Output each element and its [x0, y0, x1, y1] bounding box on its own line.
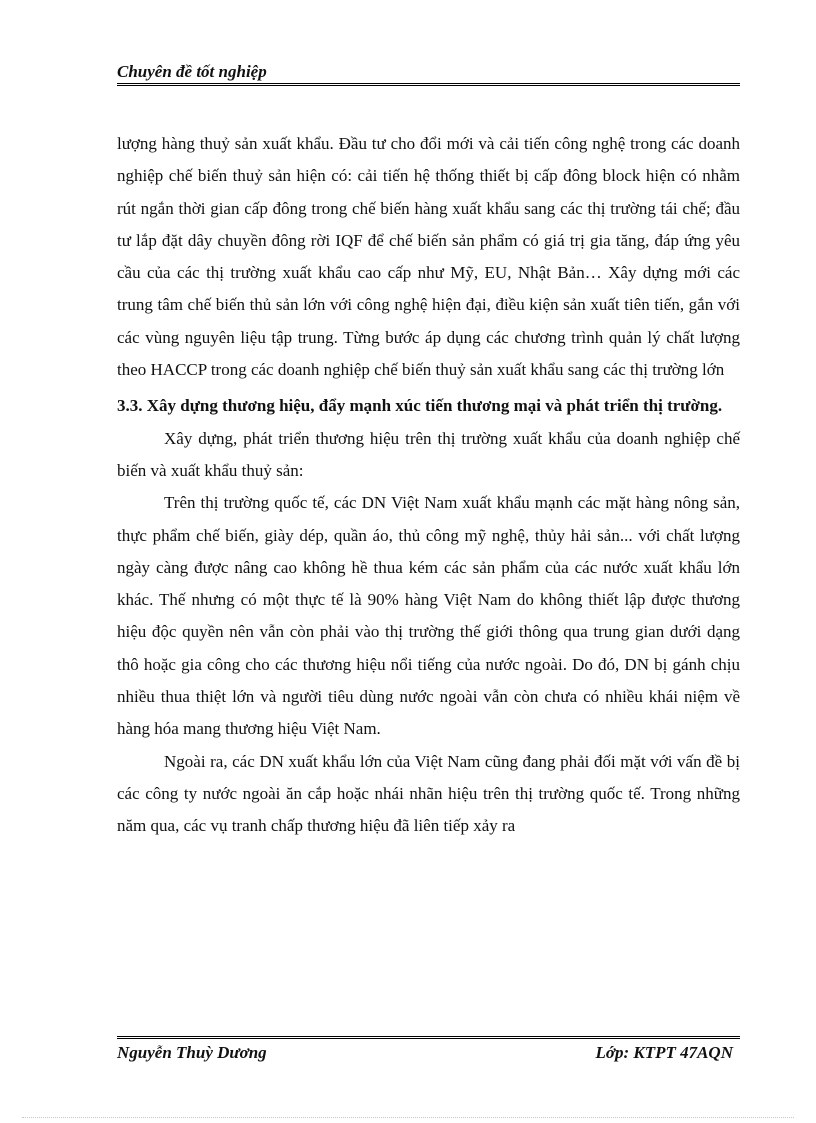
- section-heading: 3.3. Xây dựng thương hiệu, đẩy mạnh xúc tiến thương mại và phát triển thị trường.: [117, 396, 723, 416]
- header-rule: [117, 83, 740, 86]
- paragraph-3: Trên thị trường quốc tế, các DN Việt Nam xuất khẩu mạnh các mặt hàng nông sản, thực phẩm chế biến, giày dép, quần áo, thủ công mỹ nghệ, thủy hải sản... với chất lượng ngày càng được nâng cao không hề thua kém các sản phẩm của các nước xuất khẩu lớn khác. Thế nhưng có một thực tế là 90% hàng Việt Nam do không thiết lập được thương hiệu độc quyền nên vẫn còn phải vào thị trường thế giới thông qua trung gian dưới dạng thô hoặc gia công cho các thương hiệu nổi tiếng của nước ngoài. Do đó, DN bị gánh chịu nhiều thua thiệt lớn và người tiêu dùng nước ngoài vẫn còn chưa có nhiều khái niệm về hàng hóa mang thương hiệu Việt Nam.: [117, 493, 740, 739]
- footer-class-label: Lớp: KTPT 47AQN: [595, 1043, 733, 1062]
- page-bottom-dotted-line: [22, 1117, 794, 1118]
- footer-author: Nguyễn Thuỳ Dương: [117, 1043, 267, 1062]
- page-header-title: Chuyên đề tốt nghiệp: [117, 62, 267, 81]
- footer-rule: [117, 1036, 740, 1039]
- paragraph-2: Xây dựng, phát triển thương hiệu trên thị trường xuất khẩu của doanh nghiệp chế biến và xuất khẩu thuỷ sản:: [117, 428, 740, 480]
- paragraph-4: Ngoài ra, các DN xuất khẩu lớn của Việt Nam cũng đang phải đối mặt với vấn đề bị các công ty nước ngoài ăn cắp hoặc nhái nhãn hiệu trên thị trường quốc tế. Trong những năm qua, các vụ tranh chấp thương hiệu đã liên tiếp xảy ra: [117, 751, 740, 836]
- document-body: [117, 128, 740, 843]
- paragraph-1: lượng hàng thuỷ sản xuất khẩu. Đầu tư cho đổi mới và cải tiến công nghệ trong các doanh nghiệp chế biến thuỷ sản hiện có: cải tiến hệ thống thiết bị cấp đông block hiện có nhằm rút ngắn thời gian cấp đông trong chế biến hàng xuất khẩu sang các thị trường tái chế; đầu tư lắp đặt dây chuyền đông rời IQF để chế biến sản phẩm có giá trị gia tăng, đáp ứng yêu cầu của các thị trường xuất khẩu cao cấp như Mỹ, EU, Nhật Bản… Xây dựng mới các trung tâm chế biến thủ sản lớn với công nghệ hiện đại, điều kiện sản xuất tiên tiến, gắn với các vùng nguyên liệu tập trung. Từng bước áp dụng các chương trình quản lý chất lượng theo HACCP trong các doanh nghiệp chế biến thuỷ sản xuất khẩu sang các thị trường lớn: [117, 134, 740, 380]
